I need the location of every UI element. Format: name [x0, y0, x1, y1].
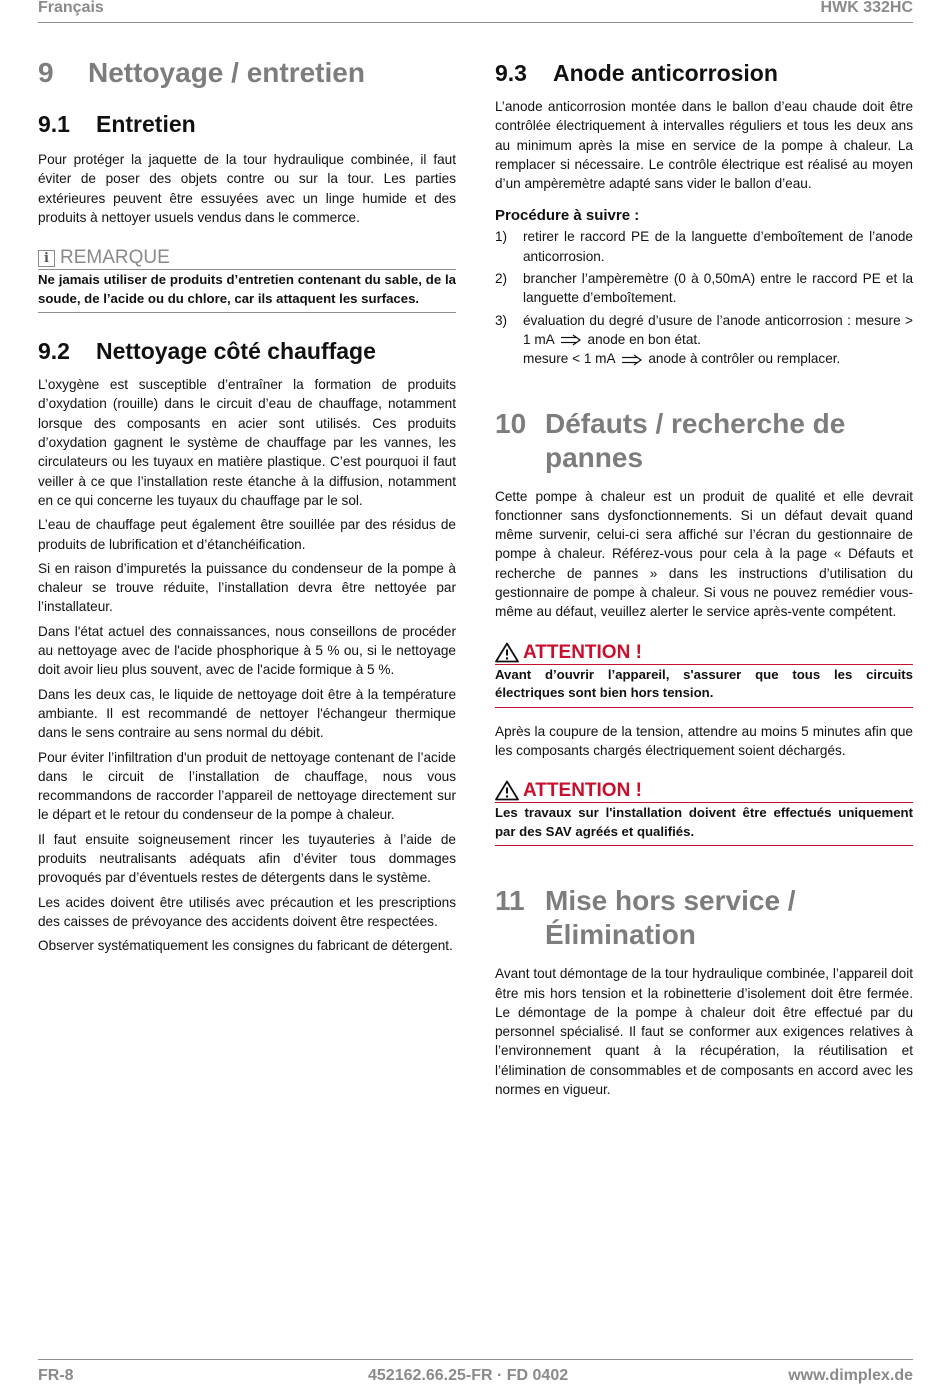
section-title: Nettoyage / entretien	[88, 57, 365, 88]
remark-header	[38, 245, 456, 270]
section-10-heading	[495, 407, 913, 475]
attention-text: Les travaux sur l'installation doivent être effectués uniquement par des SAV agréés et qualifiés.	[495, 805, 913, 839]
step-text: brancher l’ampèremètre (0 à 0,50mA) entre le raccord PE et la languette d’emboîtement.	[523, 271, 913, 306]
attention-text: Avant d’ouvrir l’appareil, s'assurer que tous les circuits électriques sont bien hors tension.	[495, 666, 913, 701]
section-11-heading	[495, 884, 913, 952]
remark-label: REMARQUE	[60, 247, 170, 269]
paragraph: Les acides doivent être utilisés avec précaution et les prescriptions des caisses de prévoyance des accidents doivent être respectées.	[38, 894, 456, 929]
measure-line	[495, 349, 913, 368]
measure-result: anode à contrôler ou remplacer.	[648, 351, 841, 367]
section-9-3-heading	[495, 59, 913, 87]
measure-condition: mesure < 1 mA	[523, 351, 615, 367]
paragraph: Si en raison d’impuretés la puissance du condenseur de la pompe à chaleur se trouve réduite, l’installation devra être nettoyée par l’installateur.	[38, 560, 456, 615]
document-id: 452162.66.25-FR · FD 0402	[368, 1367, 569, 1384]
paragraph: L’eau de chauffage peut également être souillée par des résidus de produits de lubrification et d’étanchéification.	[38, 517, 456, 552]
attention-box	[495, 778, 913, 846]
section-title: Entretien	[96, 111, 196, 137]
paragraph: Dans l'état actuel des connaissances, nous conseillons de procéder au nettoyage avec de l'acide phosphorique à 5 % ou, si le nettoyage doit avoir lieu plus souvent, avec de l'acide formique à 5 %.	[38, 623, 456, 678]
section-title: Mise hors service / Élimination	[545, 885, 796, 951]
section-number: 10	[495, 407, 527, 439]
procedure-step	[495, 311, 913, 350]
warning-triangle-icon	[495, 642, 519, 663]
paragraph: Avant tout démontage de la tour hydraulique combinée, l’appareil doit être mis hors tension et la robinetterie d’isolement doit être fermée. Le démontage de la pompe à chaleur doit être effectué par du personnel spécialisé. Il faut se conformer aux exigences relatives à l’environnement quant à la récupération, la réutilisation et l’élimination de consommables et de composants en accord avec les normes en vigueur.	[495, 966, 913, 1098]
step-text: retirer le raccord PE de la languette d’emboîtement de l’anode anticorrosion.	[523, 229, 913, 264]
step-number: 1)	[495, 229, 508, 245]
paragraph: Cette pompe à chaleur est un produit de qualité et elle devrait fonctionner sans dysfonctionnements. Si un défaut devait quand même survenir, celui-ci sera affiché sur l’écran du gestionnaire de pompe à chaleur. Référez-vous pour cela à la page « Défauts et recherche de pannes » dans les instructions d’utilisation du gestionnaire de pompe à chaleur. Si vous ne pouvez remédier vous-même au défaut, veuillez alerter le service après-vente compétent.	[495, 488, 913, 620]
section-number: 9.3	[495, 60, 527, 86]
info-icon: i	[38, 250, 55, 267]
procedure-step	[495, 227, 913, 266]
section-number: 11	[495, 885, 525, 917]
attention-box	[495, 640, 913, 708]
implies-arrow-icon	[560, 334, 582, 346]
step-text: évaluation du degré d’usure de l’anode anticorrosion : mesure > 1 mA	[523, 312, 913, 347]
right-column	[495, 56, 913, 1104]
remark-box	[38, 245, 456, 313]
section-9-heading	[38, 56, 456, 90]
paragraph: Pour protéger la jaquette de la tour hydraulique combinée, il faut éviter de poser des objets contre ou sur la tour. Les parties extérieures peuvent être essuyées avec un linge humide et des produits à nettoyer usuels vendus dans le commerce.	[38, 152, 456, 225]
step-text-group	[523, 311, 913, 350]
procedure-title: Procédure à suivre :	[495, 207, 640, 225]
paragraph: L’anode anticorrosion montée dans le ballon d’eau chaude doit être contrôlée électriquement à intervalles réguliers et tous les deux ans au minimum après la mise en service de la pompe à chaleur. La remplacer si nécessaire. Le contrôle électrique est réalisé au moyen d’un ampèremètre adapté sans vider le ballon d’eau.	[495, 99, 913, 192]
paragraph: Pour éviter l’infiltration d'un produit de nettoyage contenant de l’acide dans le circuit de l’installation de chauffage, nous vous recommandons de raccorder l’appareil de nettoyage directement sur le départ et le retour du condenseur de la pompe à chaleur.	[38, 749, 456, 823]
page-footer	[38, 1359, 913, 1386]
step-number: 2)	[495, 271, 508, 287]
header-language: Français	[38, 0, 104, 16]
page-header	[38, 0, 913, 23]
header-model: HWK 332HC	[820, 0, 913, 16]
procedure-step	[495, 269, 913, 308]
website-link[interactable]: www.dimplex.de	[788, 1367, 913, 1384]
attention-header	[495, 640, 913, 665]
section-title: Anode anticorrosion	[553, 60, 778, 86]
section-number: 9	[38, 57, 54, 88]
step-number: 3)	[495, 312, 508, 328]
warning-triangle-icon	[495, 780, 519, 801]
step-result: anode en bon état.	[587, 331, 701, 347]
attention-label: ATTENTION !	[523, 641, 642, 663]
attention-header	[495, 778, 913, 803]
section-9-1-heading	[38, 110, 456, 138]
page-number: FR-8	[38, 1367, 74, 1384]
implies-arrow-icon	[621, 354, 643, 366]
paragraph: Après la coupure de la tension, attendre au moins 5 minutes afin que les composants chargés électriquement soient déchargés.	[495, 723, 913, 758]
paragraph: L’oxygène est susceptible d’entraîner la formation de produits d’oxydation (rouille) dans le circuit d’eau de chauffage, notamment lorsque des composants en acier sont utilisés. Ces produits d’oxydation gagnent le système de chauffage par les vannes, les circulateurs ou les tuyaux en matière plastique. C’est pourquoi il faut veiller à ce que l’installation reste étanche à la diffusion, notamment en ce qui concerne les tuyaux du chauffage par le sol.	[38, 377, 456, 508]
section-number: 9.2	[38, 338, 70, 365]
section-9-2-heading	[38, 337, 456, 365]
attention-label: ATTENTION !	[523, 780, 642, 802]
section-title: Nettoyage côté chauffage	[96, 338, 376, 365]
paragraph: Observer systématiquement les consignes du fabricant de détergent.	[38, 938, 453, 954]
paragraph: Dans les deux cas, le liquide de nettoyage doit être à la température ambiante. Il est recommandé de nettoyer l'échangeur thermique dans le sens contraire au sens normal du débit.	[38, 686, 456, 741]
section-number: 9.1	[38, 111, 70, 137]
section-title: Défauts / recherche de pannes	[545, 407, 846, 473]
left-column	[38, 56, 456, 961]
paragraph: Il faut ensuite soigneusement rincer les tuyauteries à l’aide de produits neutralisants adéquats afin d’éviter tous dommages provoqués par d’éventuels restes de détergents dans le système.	[38, 831, 456, 886]
remark-text: Ne jamais utiliser de produits d’entretien contenant du sable, de la soude, de l’acide ou du chlore, car ils attaquent les surfaces.	[38, 272, 456, 306]
